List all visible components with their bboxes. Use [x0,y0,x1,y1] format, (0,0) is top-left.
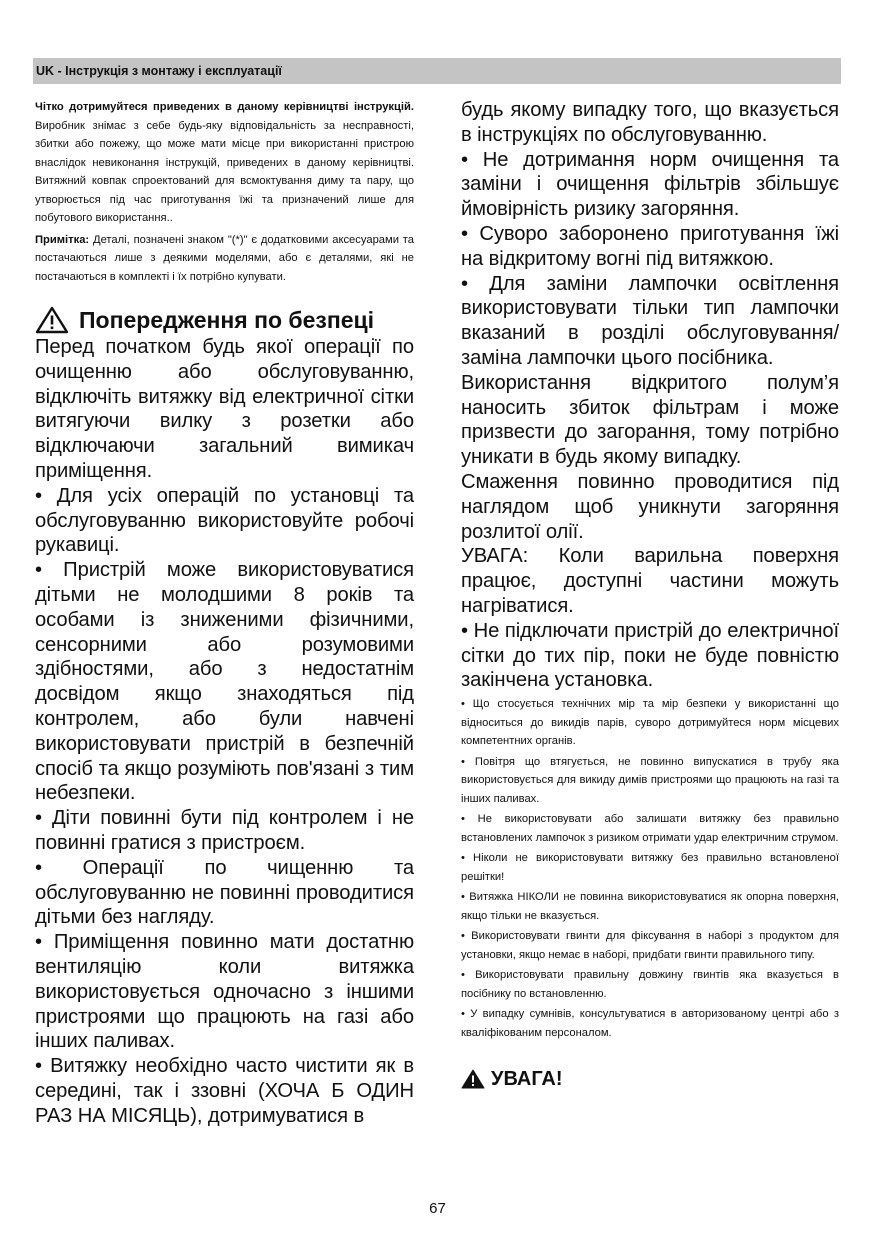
safety-paragraph: Смаження повинно проводитися під наглядом щоб уникнути загоряння розлитої олії. [461,470,839,543]
safety-small-notes [461,695,839,1042]
page-header: UK - Інструкція з монтажу і експлуатації [33,58,841,84]
safety-paragraph: • Діти повинні бути під контролем і не повинні гратися з пристроєм. [35,807,414,854]
safety-paragraph: • Пристрій може використовуватися дітьми не молодшими 8 років та особами із зниженими фізичними, сенсорними або розумовими здібностями, або з недостатнім досвідом якщо знаходяться під контролем, або були навчені використовувати пристрій в безпечній спосіб та якщо розуміють пов'язані з тим небезпеки. [35,559,414,805]
safety-section-title [35,305,414,335]
safety-note: • Що стосується технічних мір та мір безпеки у використанні що відноситься до викидів парів, суворо дотримуйтеся норм місцевих компетентних органів. [461,698,839,748]
safety-paragraph: • Для заміни лампочки освітлення використовувати тільки тип лампочки вказаний в розділі обслуговування/заміна лампочки цього посібника. [461,272,839,369]
warning-heading [461,1066,839,1092]
warning-triangle-filled-icon [461,1069,485,1089]
safety-note: • Не використовувати або залишати витяжку без правильно встановлених лампочок з ризиком отримати удар електричним струмом. [461,813,839,844]
warning-heading-text: УВАГА! [491,1068,563,1091]
safety-note: • У випадку сумнівів, консультуватися в авторизованому центрі або з кваліфікованим персоналом. [461,1008,839,1039]
safety-paragraph: • Витяжку необхідно часто чистити як в середині, так і ззовні (ХОЧА Б ОДИН РАЗ НА МІСЯЦЬ), дотримуватися в [35,1055,414,1127]
safety-note: • Витяжка НІКОЛИ не повинна використовуватися як опорна поверхня, якщо тільки не вказується. [461,891,839,922]
safety-paragraph: будь якому випадку того, що вказується в інструкціях по обслуговуванню. [461,99,839,146]
safety-note: • Використовувати правильну довжину гвинтів яка вказується в посібнику по встановленню. [461,969,839,1000]
intro-block [35,98,414,286]
safety-note: • Використовувати гвинти для фіксування в наборі з продуктом для установки, якщо немає в наборі, придбати гвинти правильного типу. [461,930,839,961]
safety-paragraph: УВАГА: Коли варильна поверхня працює, доступні частини можуть нагріватися. [461,545,839,617]
safety-title-text: Попередження по безпеці [79,307,375,333]
intro-paragraph-text: Виробник знімає з себе будь-яку відповідальність за несправності, збитки або пожежу, що може мати місце при використанні пристрою внаслідок невиконання інструкцій, приведених в даному керівництві. Витяжний ковпак спроектований для всмоктування диму та пару, що утворюється під час приготування їжі та призначений лише для побутового використання.. [35,119,414,224]
right-column [461,98,839,1092]
safety-right-text [461,98,839,693]
safety-paragraph: • Приміщення повинно мати достатню вентиляцію коли витяжка використовується одночасно з іншими пристроями що працюють на газі або інших паливах. [35,931,414,1053]
note-paragraph [35,231,414,287]
safety-note: • Повітря що втягується, не повинно випускатися в трубу яка використовується для викиду димів пристроями що працюють на газі та інших паливах. [461,755,839,805]
warning-triangle-icon [35,306,69,334]
intro-paragraph [35,98,414,228]
safety-paragraph: • Операції по чищенню та обслуговуванню не повинні проводитися дітьми без нагляду. [35,856,414,929]
intro-bold-lead: Чітко дотримуйтеся приведених в даному керівництві інструкцій. [35,101,414,113]
left-column [35,98,414,1129]
safety-paragraph: • Не дотримання норм очищення та заміни і очищення фільтрів збільшує ймовірність ризику загоряння. [461,148,839,221]
safety-paragraph: • Суворо заборонено приготування їжі на відкритому вогні під витяжкою. [461,222,839,270]
page-number: 67 [429,1200,446,1217]
safety-left-text [35,335,414,1129]
safety-paragraph: • Не підключати пристрій до електричної сітки до тих пір, поки не буде повністю закінчена установка. [461,619,839,692]
safety-paragraph: Перед початком будь якої операції по очищенню або обслуговуванню, відключіть витяжку від електричної сітки витягуючи вилку з розетки або відключаючи загальний вимикач приміщення. [35,336,414,482]
note-label: Примітка: [35,233,90,246]
safety-paragraph: • Для усіх операцій по установці та обслуговуванню використовуйте робочі рукавиці. [35,484,414,557]
note-text: Деталі, позначені знаком "(*)" є додатковими аксесуарами та постачаються лише з деякими моделями, або є деталями, які не постачаються в комплекті і їх потрібно купувати. [35,233,414,283]
safety-paragraph: Використання відкритого полум’я наносить збиток фільтрам і може призвести до загорання, тому потрібно уникати в будь якому випадку. [461,371,839,469]
safety-note: • Ніколи не використовувати витяжку без правильно встановленої решітки! [461,852,839,883]
